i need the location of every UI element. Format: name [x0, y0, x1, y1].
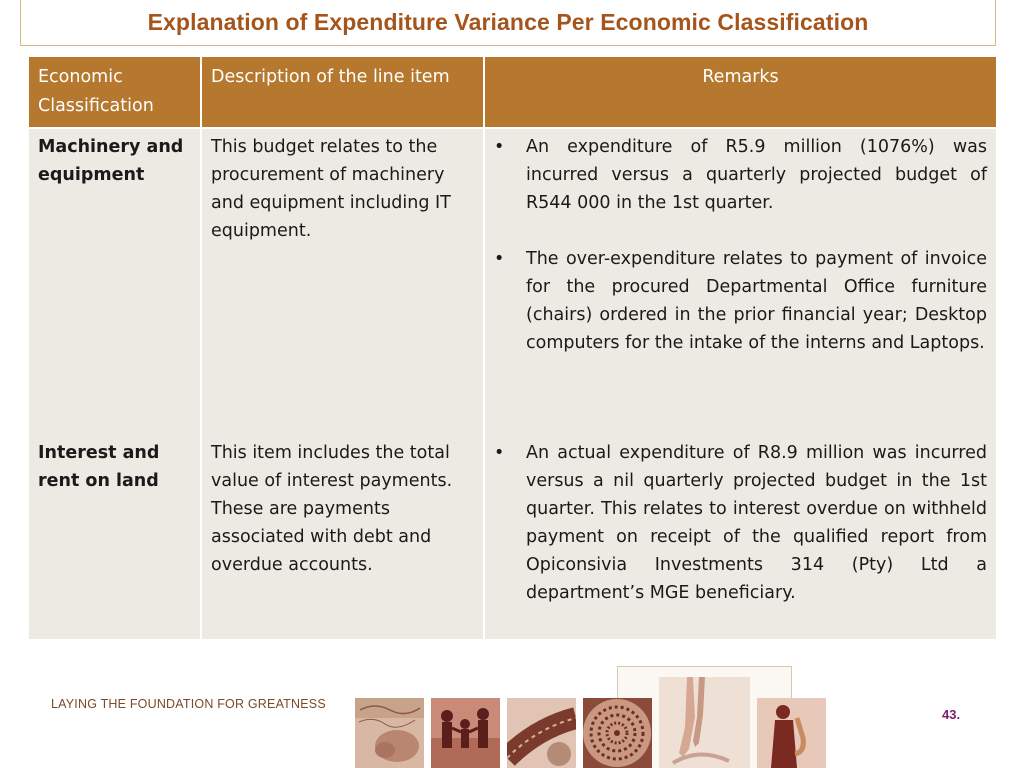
header-classification: Economic Classification	[29, 57, 201, 128]
bullet-icon: •	[494, 443, 505, 463]
remark-text: An actual expenditure of R8.9 million was incurred versus a nil quarterly projected budget in the 1st quarter. This relates to interest overdue on withheld payment on receipt of the qualified report from Opiconsivia Investments 314 (Pty) Ltd a department’s MGE beneficiary.	[526, 443, 987, 603]
woven-basket-photo	[583, 698, 652, 768]
family-photo	[431, 698, 500, 768]
ballet-feet-photo	[659, 677, 750, 768]
remarks-list-interest	[494, 439, 987, 607]
classification-machinery: Machinery and equipment	[38, 137, 184, 185]
handwriting-photo	[355, 698, 424, 768]
page-title: Explanation of Expenditure Variance Per Economic Classification	[147, 9, 869, 35]
classification-interest: Interest and rent on land	[38, 443, 160, 491]
table-row	[29, 128, 996, 639]
list-item	[494, 439, 987, 607]
header-remarks: Remarks	[484, 57, 996, 128]
header-row	[29, 57, 996, 128]
saxophone-player-photo	[757, 698, 826, 768]
description-cell	[201, 128, 484, 639]
bullet-icon: •	[494, 249, 505, 269]
page-number: 43.	[942, 707, 961, 722]
description-interest: This item includes the total value of interest payments. These are payments associated with debt and overdue accounts.	[211, 443, 453, 575]
footer-tagline: LAYING THE FOUNDATION FOR GREATNESS	[51, 697, 326, 711]
list-item	[494, 133, 987, 217]
classification-cell	[29, 128, 201, 639]
variance-table	[29, 57, 996, 639]
film-reel-photo	[507, 698, 576, 768]
remarks-cell	[484, 128, 996, 639]
description-machinery: This budget relates to the procurement of machinery and equipment including IT equipment.	[211, 137, 451, 241]
remark-text: An expenditure of R5.9 million (1076%) was incurred versus a quarterly projected budget of R544 000 in the 1st quarter.	[526, 137, 987, 213]
title-box	[20, 0, 996, 46]
remark-text: The over-expenditure relates to payment of invoice for the procured Departmental Office furniture (chairs) ordered in the prior financial year; Desktop computers for the intake of the interns and Laptops.	[526, 249, 987, 353]
list-item	[494, 245, 987, 357]
header-description: Description of the line item	[201, 57, 484, 128]
bullet-icon: •	[494, 137, 505, 157]
remarks-list-machinery	[494, 133, 987, 357]
